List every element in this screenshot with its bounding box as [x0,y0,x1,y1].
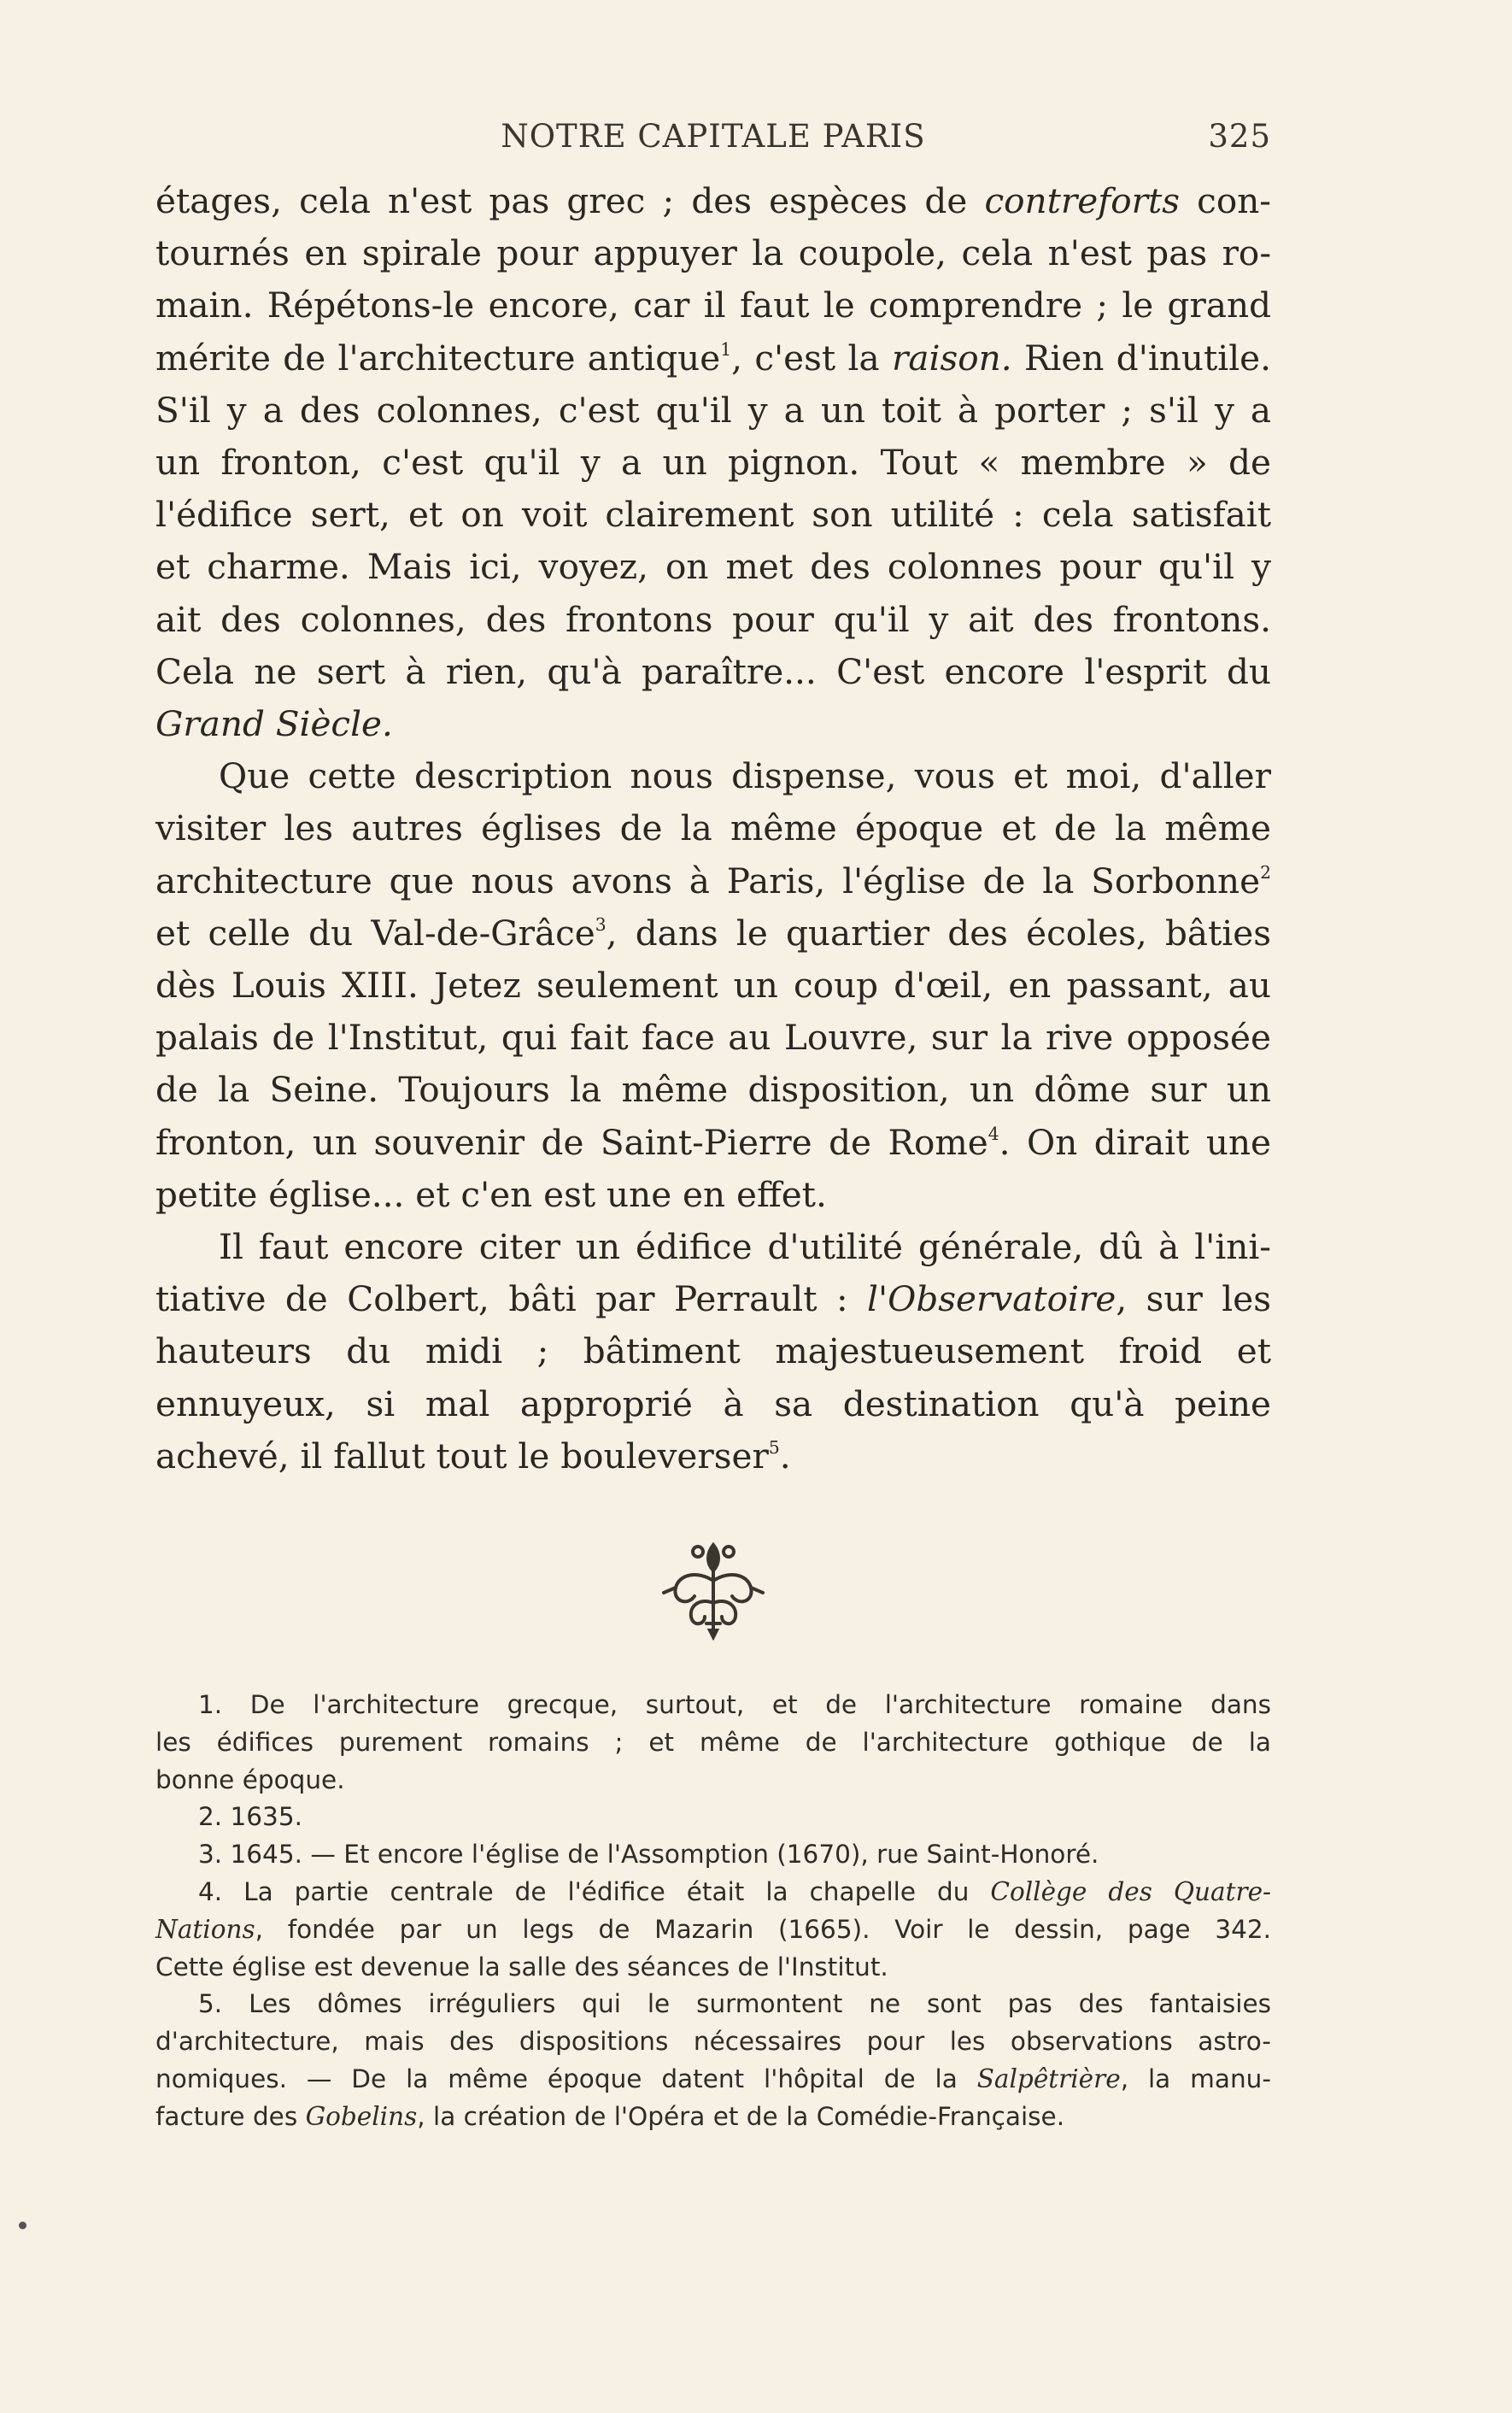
text-line: Il faut encore citer un édifice d'utilité générale, dû à l'ini- [219,1226,1271,1268]
text-line: de la Seine. Toujours la même disposition, un dôme sur un [155,1069,1271,1111]
text-line: Que cette description nous dispense, vous et moi, d'aller [219,755,1271,797]
paragraph-1 [155,175,1271,750]
text-line: Cela ne sert à rien, qu'à paraître... C'est encore l'esprit du [155,650,1271,692]
text-line: étages, cela n'est pas grec ; des espèces de contreforts con- [155,180,1271,221]
text-line: 5. Les dômes irréguliers qui le surmontent ne sont pas des fantaisies [198,1989,1271,2019]
running-title: NOTRE CAPITALE PARIS [501,118,926,155]
text-line: S'il y a des colonnes, c'est qu'il y a un toit à porter ; s'il y a [155,389,1271,431]
text-line: architecture que nous avons à Paris, l'église de la Sorbonne$^2$ [155,860,1271,901]
text-line: 1. De l'architecture grecque, surtout, et de l'architecture romaine dans [198,1690,1271,1719]
text-line: les édifices purement romains ; et même de l'architecture gothique de la [155,1727,1271,1757]
text-line: main. Répétons-le encore, car il faut le comprendre ; le grand [155,285,1271,326]
text-line: tournés en spirale pour appuyer la coupole, cela n'est pas ro- [155,232,1271,274]
text-line: l'édifice sert, et on voit clairement son utilité : cela satisfait [155,494,1271,536]
footnote-3 [155,1836,1271,1874]
page-number: 325 [1208,118,1271,155]
footnotes [155,1687,1271,2136]
text-line: palais de l'Institut, qui fait face au Louvre, sur la rive opposée [155,1017,1271,1059]
text-line: bonne époque. [155,1764,345,1794]
footnote-5 [155,1986,1271,2135]
paragraph-2 [155,750,1271,1221]
text-line: ennuyeux, si mal approprié à sa destination qu'à peine [155,1383,1271,1424]
text-line: un fronton, c'est qu'il y a un pignon. Tout « membre » de [155,442,1271,484]
main-text [155,175,1271,1482]
paragraph-3 [155,1221,1271,1482]
text-line: fronton, un souvenir de Saint-Pierre de Rome$^4$. On dirait une [155,1121,1272,1163]
text-line: mérite de l'architecture antique$^1$, c'est la raison. Rien d'inutile. [155,337,1271,379]
text-line: visiter les autres églises de la même époque et de la même [155,807,1271,849]
text-line: d'architecture, mais des dispositions nécessaires pour les observations astro- [155,2027,1271,2057]
text-line: et charme. Mais ici, voyez, on met des colonnes pour qu'il y [155,546,1271,588]
footnote-1 [155,1687,1271,1799]
text-line: Grand Siècle. [155,703,393,745]
text-line: hauteurs du midi ; bâtiment majestueusement froid et [155,1330,1271,1372]
running-head [155,118,1271,161]
text-line: facture des Gobelins, la création de l'Opéra et de la Comédie-Française. [155,2101,1065,2131]
text-line: Nations, fondée par un legs de Mazarin (1665). Voir le dessin, page 342. [155,1914,1271,1944]
footnote-2 [155,1799,1271,1836]
text-line: et celle du Val-de-Grâce$^3$, dans le quartier des écoles, bâties [155,912,1272,954]
footnote-4 [155,1874,1271,1986]
text-line: nomiques. — De la même époque datent l'hôpital de la Salpêtrière, la manu- [155,2064,1271,2093]
text-line: 3. 1645. — Et encore l'église de l'Assomption (1670), rue Saint-Honoré. [198,1840,1099,1870]
text-line: Cette église est devenue la salle des séances de l'Institut. [155,1952,888,1981]
text-line: dès Louis XIII. Jetez seulement un coup d'œil, en passant, au [155,965,1271,1007]
text-line: 4. La partie centrale de l'édifice était la chapelle du Collège des Quatre- [198,1876,1271,1906]
fleuron-ornament-icon [653,1538,773,1641]
text-line: 2. 1635. [198,1802,302,1832]
text-line: ait des colonnes, des frontons pour qu'il y ait des frontons. [155,598,1271,640]
margin-speck [19,2222,26,2229]
text-line: tiative de Colbert, bâti par Perrault : l'Observatoire, sur les [155,1278,1271,1320]
text-line: petite église... et c'en est une en effet. [155,1173,827,1215]
text-line: achevé, il fallut tout le bouleverser$^5$. [155,1435,791,1477]
